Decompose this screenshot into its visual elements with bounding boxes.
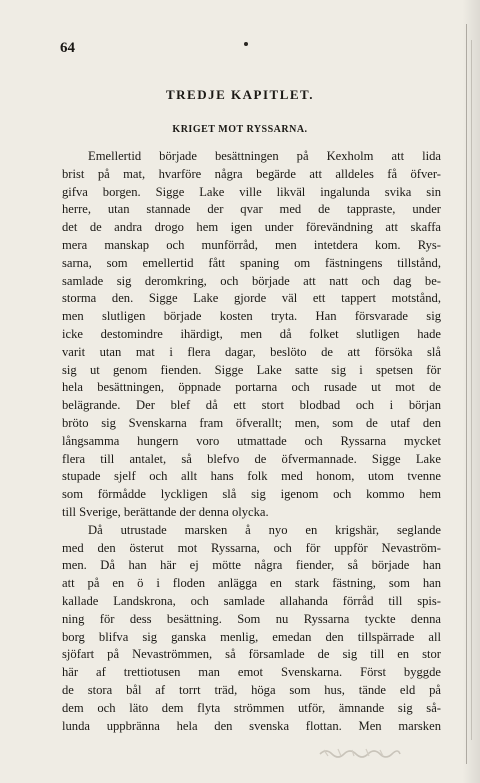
text-line: långsamma hungern voro utmattade och Ryssarna mycket: [62, 433, 441, 448]
text-line: icke destomindre ihärdigt, men då folket slutligen hade: [62, 326, 441, 341]
page-edge-shadow: [462, 0, 480, 783]
text-line: sarna, som emellertid fått spaning om fästningens tillstånd,: [62, 255, 441, 270]
text-line: lunda uppbränna hela den svenska flottan. Men marsken: [62, 718, 441, 733]
text-line: gifva borgen. Sigge Lake ville likväl ingalunda svika sin: [62, 184, 441, 199]
chapter-subtitle: KRIGET MOT RYSSARNA.: [172, 124, 308, 135]
text-line: som förmådde lyckligen slå sig igenom och kommo hem: [62, 487, 441, 502]
text-line: sjöfart på Nevaströmmen, så församlade de sig till en stor: [62, 647, 441, 662]
text-line: samlade sig deromkring, och började att natt och dag be-: [62, 273, 441, 288]
text-line: storma den. Sigge Lake gjorde väl ett tappert motstånd,: [62, 291, 441, 306]
text-line: herre, utan stannade der qvar med de tappraste, under: [62, 202, 441, 217]
library-stamp: [318, 744, 402, 760]
text-line: att på en ö i floden anlägga en stark fästning, som han: [62, 576, 441, 591]
text-line: stupade sjelf och allt hans folk med honom, utom tvenne: [62, 469, 441, 484]
text-line: Då utrustade marsken å nyo en krigshär, seglande: [88, 522, 441, 537]
text-line: Emellertid började besättningen på Kexholm att lida: [88, 149, 441, 163]
page-number: 64: [60, 40, 75, 56]
text-line: brist på mat, hvarföre några begärde att alldeles få öfver-: [62, 166, 441, 181]
text-line: men slutligen började kosten tryta. Han försvarade sig: [62, 309, 441, 324]
text-line: flera till antalet, så blefvo de öfvermannade. Sigge Lake: [62, 451, 441, 466]
chapter-title: TREDJE KAPITLET.: [165, 87, 314, 102]
text-line: med den österut mot Ryssarna, och för uppför Nevaström-: [62, 540, 441, 555]
text-line: belägrande. Der blef då ett stort blodbad och i början: [62, 398, 441, 413]
text-line: till Sverige, berättande der denna olycka.: [62, 504, 269, 519]
text-line: bröto sig Svenskarna fram öfverallt; men, som de utaf den: [62, 415, 441, 430]
text-line: varit utan mat i flera dagar, beslöto de att försöka slå: [62, 344, 441, 359]
text-line: de stora bål af torrt träd, höga som hus, tände eld på: [62, 682, 441, 697]
body-text: [62, 148, 441, 735]
text-line: här af trettiotusen man emot Svenskarna. Först byggde: [62, 665, 441, 680]
text-line: borg blifva sig ganska menlig, emedan den tillspärrade all: [62, 629, 441, 644]
text-line: mera manskap och munförråd, men intetdera kom. Rys-: [62, 237, 441, 252]
text-line: sig ut genom fienden. Sigge Lake satte sig i spetsen för: [62, 362, 441, 377]
header-dot: [244, 42, 248, 46]
text-line: ning för dess besättning. Som nu Ryssarna tyckte denna: [62, 611, 441, 626]
text-line: men. Då han här ej mötte några fiender, så började han: [62, 558, 441, 573]
text-line: kallade Landskrona, och samlade allahanda förråd till spis-: [62, 593, 441, 608]
text-line: hela besättningen, öppnade portarna och rusade ut mot de: [62, 380, 441, 395]
text-line: dem och läto dem flyta strömmen utför, ämnande sig så-: [62, 700, 441, 715]
text-line: det de andra drogo hem igen under förevändning att skaffa: [62, 220, 441, 235]
